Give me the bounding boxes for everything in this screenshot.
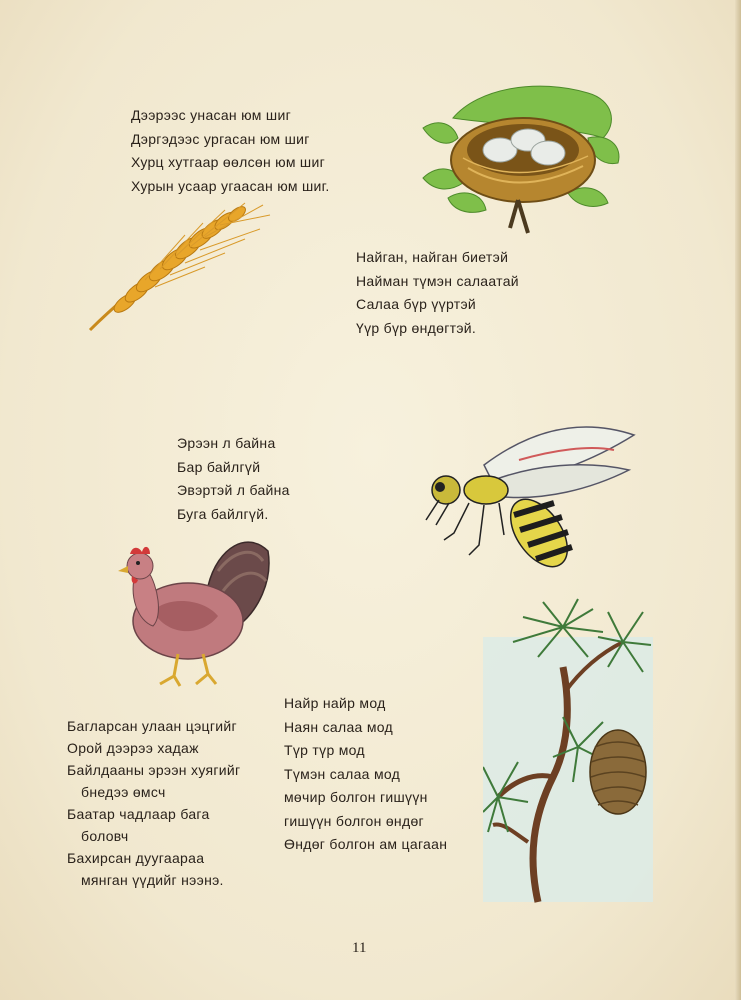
- poem-line: мянган үүдийг нээнэ.: [81, 872, 224, 888]
- poem-line: Түр түр мод: [284, 742, 365, 758]
- poem-line: Багларсан улаан цэцгийг: [67, 718, 237, 734]
- wheat-ear-illustration: [85, 195, 275, 335]
- riddle-pine: [284, 692, 447, 857]
- riddle-nest: [356, 246, 519, 340]
- poem-line: Баатар чадлаар бага: [67, 806, 210, 822]
- poem-line: бнедээ өмсч: [81, 784, 166, 800]
- poem-line: Найган, найган биетэй: [356, 249, 509, 265]
- poem-line: Салаа бүр үүртэй: [356, 296, 477, 312]
- poem-line: Хурын усаар угаасан юм шиг.: [131, 177, 330, 194]
- poem-line: боловч: [81, 828, 129, 844]
- rooster-illustration: [108, 526, 273, 698]
- bird-nest-illustration: [418, 78, 628, 240]
- poem-line: Түмэн салаа мод: [284, 765, 401, 782]
- poem-line: мөчир болгон гишүүн: [284, 789, 428, 805]
- poem-line: Байлдааны эрээн хуягийг: [67, 762, 241, 778]
- poem-line: Найр найр мод: [284, 695, 386, 711]
- poem-line: Буга байлгүй.: [177, 505, 269, 522]
- wasp-illustration: [424, 405, 639, 580]
- poem-line: Найман түмэн салаатай: [356, 272, 519, 289]
- poem-line: Бар байлгүй: [177, 458, 261, 475]
- poem-line: Үүр бүр өндөгтэй.: [356, 319, 477, 336]
- poem-line: Өндөг болгон ам цагаан: [284, 836, 448, 852]
- page-number: 11: [352, 940, 367, 956]
- page-edge: [735, 0, 741, 1000]
- poem-line: Дээрээс унасан юм шиг: [131, 107, 291, 123]
- poem-line: Дэргэдээс ургасан юм шиг: [131, 130, 310, 147]
- poem-line: гишүүн болгон өндөг: [284, 812, 424, 829]
- poem-line: Эрээн л байна: [177, 435, 276, 451]
- riddle-rooster: [67, 715, 240, 891]
- poem-line: Наян салаа мод: [284, 718, 393, 735]
- poem-line: Хурц хутгаар өөлсөн юм шиг: [131, 154, 325, 170]
- poem-line: Бахирсан дуугаараа: [67, 850, 205, 866]
- riddle-wasp: [177, 432, 290, 526]
- pine-branch-illustration: [483, 597, 653, 907]
- poem-line: Орой дээрээ хадаж: [67, 740, 199, 756]
- riddle-wheat: [131, 104, 330, 198]
- poem-line: Эвэртэй л байна: [177, 482, 290, 498]
